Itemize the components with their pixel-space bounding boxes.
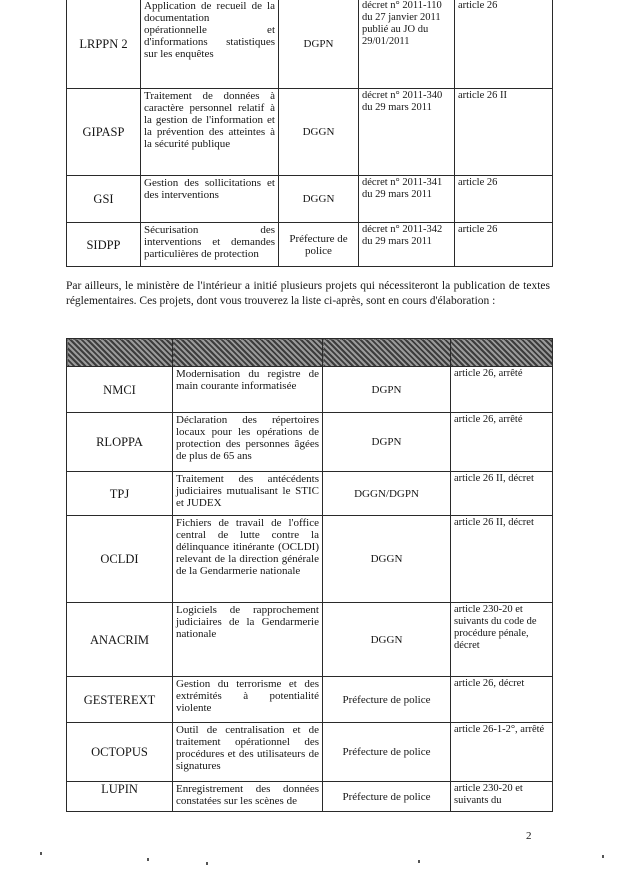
table-row bbox=[67, 89, 553, 176]
project-code: NMCI bbox=[67, 367, 173, 413]
project-basis: article 26, décret bbox=[451, 677, 553, 723]
project-code: OCTOPUS bbox=[67, 723, 173, 782]
project-code: OCLDI bbox=[67, 516, 173, 603]
planned-projects-table bbox=[66, 338, 553, 812]
file-code: GIPASP bbox=[67, 89, 141, 176]
scan-speck bbox=[206, 862, 208, 865]
table-row bbox=[67, 516, 553, 603]
project-description: Logiciels de rapprochement judiciaires de la Gendarmerie nationale bbox=[173, 603, 323, 677]
header-row bbox=[67, 339, 553, 367]
project-description: Outil de centralisation et de traitement opérationnel des procédures et des utilisateurs de signatures bbox=[173, 723, 323, 782]
project-code: LUPIN bbox=[67, 782, 173, 812]
project-entity: Préfecture de police bbox=[323, 782, 451, 812]
table-row bbox=[67, 0, 553, 89]
file-article: article 26 II bbox=[455, 89, 553, 176]
project-entity: DGGN/DGPN bbox=[323, 472, 451, 516]
table-row bbox=[67, 723, 553, 782]
project-basis: article 26-1-2°, arrêté bbox=[451, 723, 553, 782]
page-number: 2 bbox=[526, 830, 532, 842]
project-code: ANACRIM bbox=[67, 603, 173, 677]
file-description: Traitement de données à caractère personnel relatif à la gestion de l'information et la prévention des atteintes à la sécurité publique bbox=[141, 89, 279, 176]
file-article: article 26 bbox=[455, 176, 553, 223]
project-description: Modernisation du registre de main courante informatisée bbox=[173, 367, 323, 413]
file-code: LRPPN 2 bbox=[67, 0, 141, 89]
table-row bbox=[67, 413, 553, 472]
scan-speck bbox=[418, 860, 420, 863]
scan-speck bbox=[147, 858, 149, 861]
project-entity: Préfecture de police bbox=[323, 723, 451, 782]
file-decree: décret n° 2011-340 du 29 mars 2011 bbox=[359, 89, 455, 176]
table-row bbox=[67, 176, 553, 223]
file-description: Gestion des sollicitations et des interventions bbox=[141, 176, 279, 223]
file-decree: décret n° 2011-341 du 29 mars 2011 bbox=[359, 176, 455, 223]
table-row bbox=[67, 782, 553, 812]
file-decree: décret n° 2011-342 du 29 mars 2011 bbox=[359, 223, 455, 267]
file-entity: DGPN bbox=[279, 0, 359, 89]
file-code: GSI bbox=[67, 176, 141, 223]
project-description: Gestion du terrorisme et des extrémités à potentialité violente bbox=[173, 677, 323, 723]
file-article: article 26 bbox=[455, 0, 553, 89]
project-description: Enregistrement des données constatées sur les scènes de bbox=[173, 782, 323, 812]
file-description: Application de recueil de la documentation opérationnelle et d'informations statistiques sur les enquêtes bbox=[141, 0, 279, 89]
project-basis: article 26 II, décret bbox=[451, 516, 553, 603]
file-description: Sécurisation des interventions et demandes particulières de protection bbox=[141, 223, 279, 267]
project-basis: article 230-20 et suivants du code de procédure pénale, décret bbox=[451, 603, 553, 677]
table-row bbox=[67, 603, 553, 677]
project-basis: article 26, arrêté bbox=[451, 367, 553, 413]
registered-files-table bbox=[66, 0, 553, 267]
header-cell-description bbox=[173, 339, 323, 367]
intro-paragraph: Par ailleurs, le ministère de l'intérieur a initié plusieurs projets qui nécessiteront la publication de textes réglementaires. Ces projets, dont vous trouverez la liste ci-après, sont en cours d'élaboration : bbox=[66, 280, 550, 307]
table-row bbox=[67, 472, 553, 516]
table-row bbox=[67, 677, 553, 723]
file-article: article 26 bbox=[455, 223, 553, 267]
project-entity: Préfecture de police bbox=[323, 677, 451, 723]
project-description: Fichiers de travail de l'office central de lutte contre la délinquance itinérante (OCLDI) relevant de la direction générale de la Gendarmerie nationale bbox=[173, 516, 323, 603]
file-entity: Préfecture de police bbox=[279, 223, 359, 267]
table-row bbox=[67, 367, 553, 413]
project-code: RLOPPA bbox=[67, 413, 173, 472]
project-basis: article 26, arrêté bbox=[451, 413, 553, 472]
project-entity: DGGN bbox=[323, 603, 451, 677]
project-description: Traitement des antécédents judiciaires mutualisant le STIC et JUDEX bbox=[173, 472, 323, 516]
header-cell-basis bbox=[451, 339, 553, 367]
header-cell-entity bbox=[323, 339, 451, 367]
file-entity: DGGN bbox=[279, 89, 359, 176]
project-code: GESTEREXT bbox=[67, 677, 173, 723]
header-cell-code bbox=[67, 339, 173, 367]
file-decree: décret n° 2011-110 du 27 janvier 2011 publié au JO du 29/01/2011 bbox=[359, 0, 455, 89]
project-code: TPJ bbox=[67, 472, 173, 516]
file-code: SIDPP bbox=[67, 223, 141, 267]
table-row bbox=[67, 223, 553, 267]
project-description: Déclaration des répertoires locaux pour les opérations de protection des personnes âgées de plus de 65 ans bbox=[173, 413, 323, 472]
project-entity: DGPN bbox=[323, 367, 451, 413]
project-entity: DGGN bbox=[323, 516, 451, 603]
project-basis: article 26 II, décret bbox=[451, 472, 553, 516]
file-entity: DGGN bbox=[279, 176, 359, 223]
project-basis: article 230-20 et suivants du bbox=[451, 782, 553, 812]
scan-speck bbox=[602, 855, 604, 858]
project-entity: DGPN bbox=[323, 413, 451, 472]
scan-speck bbox=[40, 852, 42, 855]
